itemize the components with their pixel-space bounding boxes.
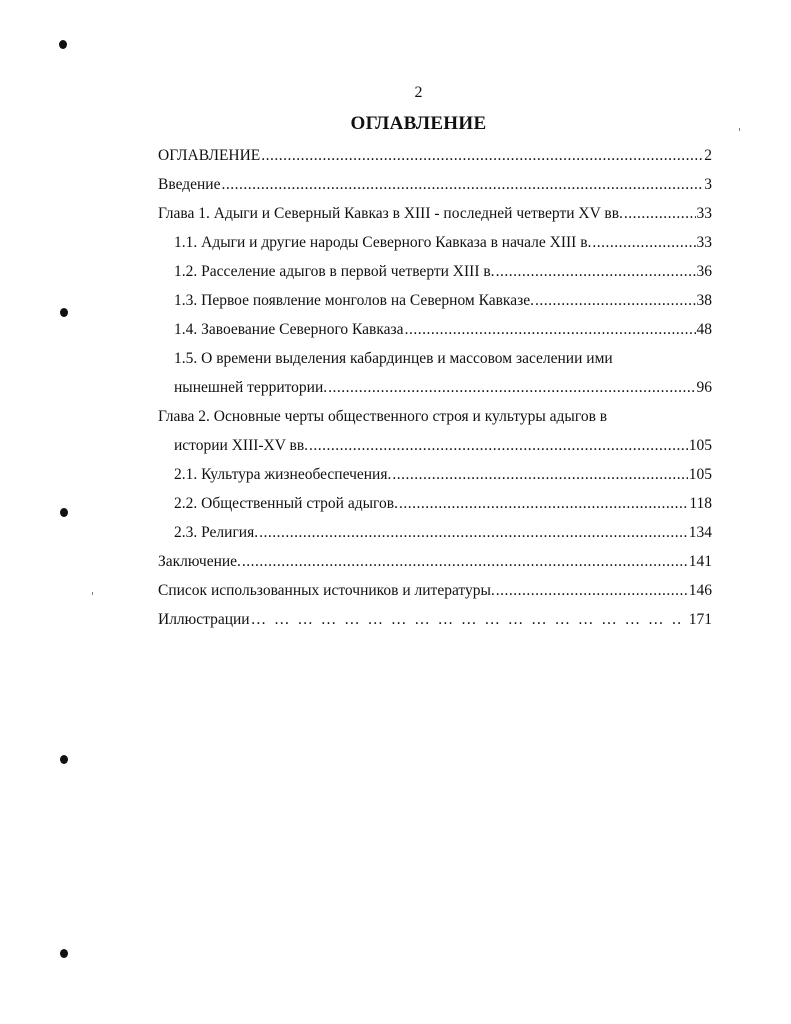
toc-entry-label: 1.4. Завоевание Северного Кавказа	[174, 321, 404, 338]
toc-entry-continuation	[158, 373, 712, 402]
binding-hole-mark	[60, 508, 68, 517]
toc-entry	[158, 315, 712, 344]
dot-leader	[399, 489, 688, 518]
dot-leader	[535, 286, 696, 315]
toc-entry	[158, 402, 712, 431]
toc-entry-page: 171	[688, 611, 712, 628]
toc-entry-page: 134	[688, 524, 712, 541]
binding-hole-mark	[60, 949, 68, 958]
toc-entry	[158, 518, 712, 547]
dot-leader	[405, 315, 696, 344]
toc-entry	[158, 199, 712, 228]
toc-entry-page: 33	[696, 234, 712, 251]
table-of-contents	[158, 141, 712, 634]
toc-entry-label: 1.2. Расселение адыгов в первой четверти XIII в.	[174, 263, 495, 280]
toc-entry-label: Введение	[158, 176, 221, 193]
dot-leader	[496, 257, 696, 286]
toc-entry-label: 1.5. О времени выделения кабардинцев и массовом заселении ими	[174, 350, 613, 367]
dot-leader	[221, 170, 703, 199]
toc-entry-label: Список использованных источников и литературы.	[158, 582, 495, 599]
toc-entry-label: 2.2. Общественный строй адыгов.	[174, 495, 398, 512]
toc-entry-page: 105	[688, 437, 712, 454]
dot-leader	[259, 518, 688, 547]
dot-leader	[624, 199, 696, 228]
binding-hole-mark	[60, 308, 68, 317]
toc-entry	[158, 460, 712, 489]
toc-entry-page: 48	[696, 321, 712, 338]
toc-entry	[158, 576, 712, 605]
binding-hole-mark	[59, 40, 67, 49]
toc-entry	[158, 141, 712, 170]
toc-entry-label: Глава 1. Адыги и Северный Кавказ в XIII - последней четверти XV вв.	[158, 205, 623, 222]
toc-entry	[158, 257, 712, 286]
toc-entry-page: 96	[696, 379, 712, 396]
toc-entry	[158, 605, 712, 634]
toc-entry-page: 118	[689, 495, 712, 512]
toc-entry	[158, 344, 712, 373]
toc-entry	[158, 489, 712, 518]
toc-entry-label: Иллюстрации	[158, 611, 250, 628]
toc-entry-label: 2.3. Религия.	[174, 524, 259, 541]
toc-entry-label: Заключение.	[158, 553, 241, 570]
binding-hole-mark	[60, 755, 68, 764]
toc-entry-label: нынешней территории.	[174, 379, 328, 396]
toc-entry-page: 3	[704, 176, 712, 193]
dot-leader	[242, 547, 688, 576]
page-title: ОГЛАВЛЕНИЕ	[350, 113, 487, 134]
scan-speck	[92, 592, 93, 595]
toc-entry-page: 36	[696, 263, 712, 280]
dot-leader	[328, 373, 695, 402]
dot-leader	[309, 431, 688, 460]
toc-entry-label: истории XIII-XV вв.	[174, 437, 309, 454]
toc-entry	[158, 286, 712, 315]
toc-entry	[158, 170, 712, 199]
toc-entry-continuation	[158, 431, 712, 460]
toc-entry	[158, 228, 712, 257]
toc-entry-page: 38	[696, 292, 712, 309]
dot-leader	[592, 228, 695, 257]
toc-entry-label: Глава 2. Основные черты общественного строя и культуры адыгов в	[158, 408, 608, 425]
toc-entry-label: 1.1. Адыги и другие народы Северного Кавказа в начале XIII в.	[174, 234, 592, 251]
toc-entry-page: 146	[688, 582, 712, 599]
toc-entry-label: ОГЛАВЛЕНИЕ	[158, 147, 261, 164]
dot-leader	[392, 460, 687, 489]
toc-entry-page: 141	[688, 553, 712, 570]
ellipsis-leader	[251, 605, 680, 634]
toc-entry-page: 2	[704, 147, 712, 164]
toc-entry-page: 33	[696, 205, 712, 222]
toc-entry	[158, 547, 712, 576]
toc-entry-label: 2.1. Культура жизнеобеспечения.	[174, 466, 392, 483]
toc-entry-page: 105	[688, 466, 712, 483]
dot-leader	[496, 576, 688, 605]
toc-entry-label: 1.3. Первое появление монголов на Северном Кавказе.	[174, 292, 534, 309]
page-number: 2	[414, 84, 423, 101]
dot-leader	[261, 141, 703, 170]
